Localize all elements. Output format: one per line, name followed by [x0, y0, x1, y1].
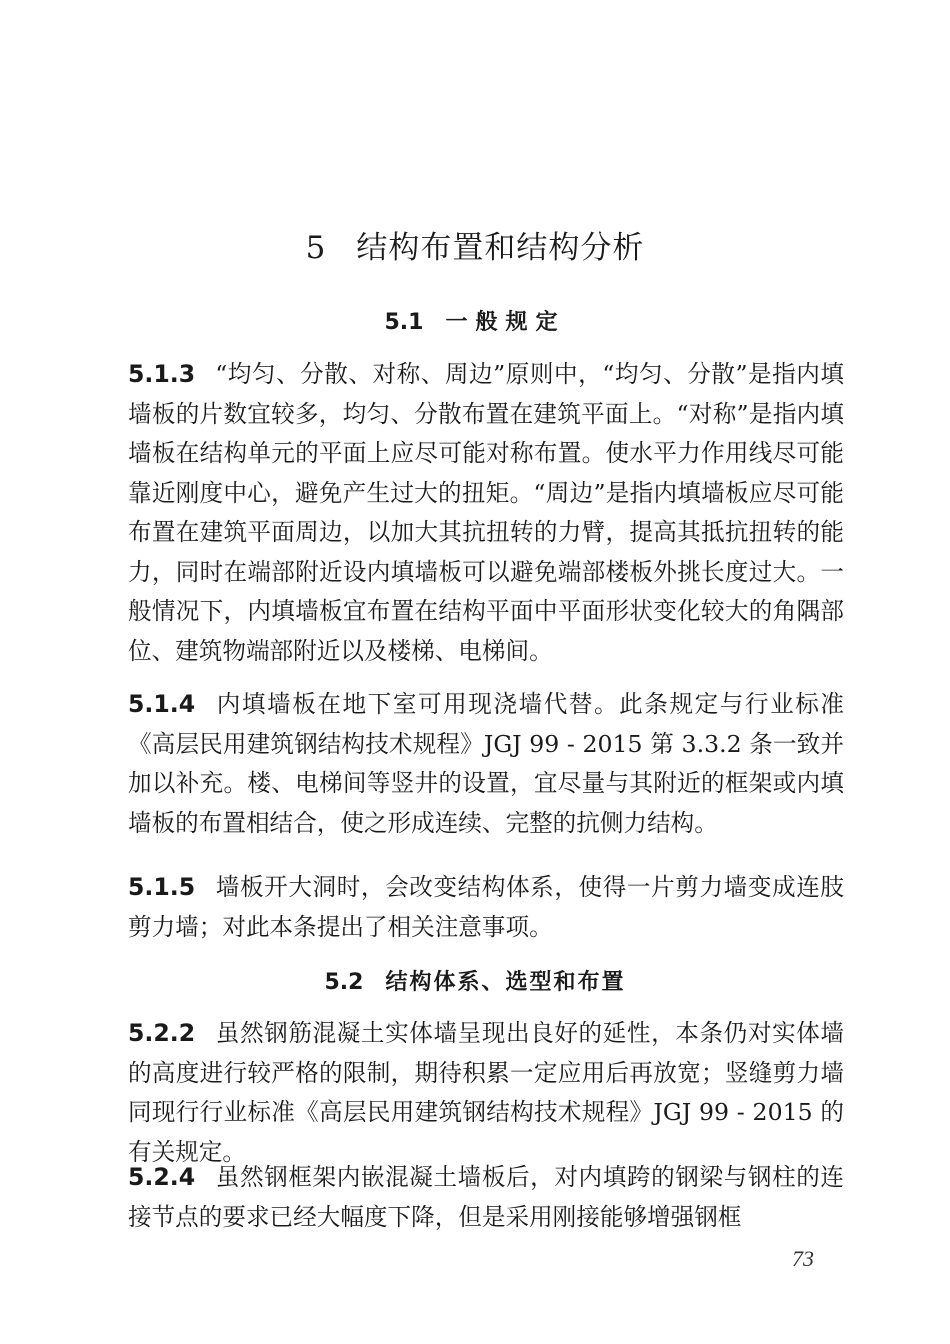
- clause-5-1-3: [128, 355, 844, 671]
- chapter-title: [0, 222, 950, 267]
- clause-number: 5.2.2: [128, 1019, 196, 1047]
- section-number: 5.1: [384, 310, 424, 335]
- clause-number: 5.1.3: [128, 360, 196, 388]
- clause-text: “均匀、分散、对称、周边”原则中，“均匀、分散”是指内填墙板的片数宜较多，均匀、分散布置在建筑平面上。“对称”是指内填墙板在结构单元的平面上应尽可能对称布置。使水平力作用线尽可能靠近刚度中心，避免产生过大的扭矩。“周边”是指内填墙板应尽可能布置在建筑平面周边，以加大其抗扭转的力臂，提高其抵抗扭转的能力，同时在端部附近设内填墙板可以避免端部楼板外挑长度过大。一般情况下，内填墙板宜布置在结构平面中平面形状变化较大的角隅部位、建筑物端部附近以及楼梯、电梯间。: [128, 360, 844, 665]
- section-heading-5-2: [0, 965, 950, 996]
- clause-5-1-4: [128, 685, 844, 843]
- clause-number: 5.1.5: [128, 873, 196, 901]
- section-title-text: 一般规定: [445, 310, 566, 335]
- chapter-number: 5: [305, 230, 327, 266]
- page-number: 73: [792, 1246, 814, 1271]
- clause-5-2-2: [128, 1014, 844, 1172]
- section-heading-5-1: [0, 305, 950, 336]
- clause-text: 墙板开大洞时，会改变结构体系，使得一片剪力墙变成连肢剪力墙；对此本条提出了相关注意事项。: [128, 873, 844, 941]
- section-number: 5.2: [324, 970, 364, 995]
- chapter-title-text: 结构布置和结构分析: [356, 230, 645, 266]
- clause-text: 虽然钢框架内嵌混凝土墙板后，对内填跨的钢梁与钢柱的连接节点的要求已经大幅度下降，但是采用刚接能够增强钢框: [128, 1163, 844, 1231]
- clause-5-2-4: [128, 1158, 844, 1237]
- clause-number: 5.2.4: [128, 1163, 196, 1191]
- clause-text: 虽然钢筋混凝土实体墙呈现出良好的延性，本条仍对实体墙的高度进行较严格的限制，期待积累一定应用后再放宽；竖缝剪力墙同现行行业标准《高层民用建筑钢结构技术规程》JGJ 99 - 2015 的有关规定。: [128, 1019, 844, 1166]
- clause-text: 内填墙板在地下室可用现浇墙代替。此条规定与行业标准《高层民用建筑钢结构技术规程》JGJ 99 - 2015 第 3.3.2 条一致并加以补充。楼、电梯间等竖井的设置，宜尽量与其附近的框架或内填墙板的布置相结合，使之形成连续、完整的抗侧力结构。: [128, 690, 844, 837]
- clause-5-1-5: [128, 868, 844, 947]
- section-title-text: 结构体系、选型和布置: [385, 970, 626, 995]
- clause-number: 5.1.4: [128, 690, 196, 718]
